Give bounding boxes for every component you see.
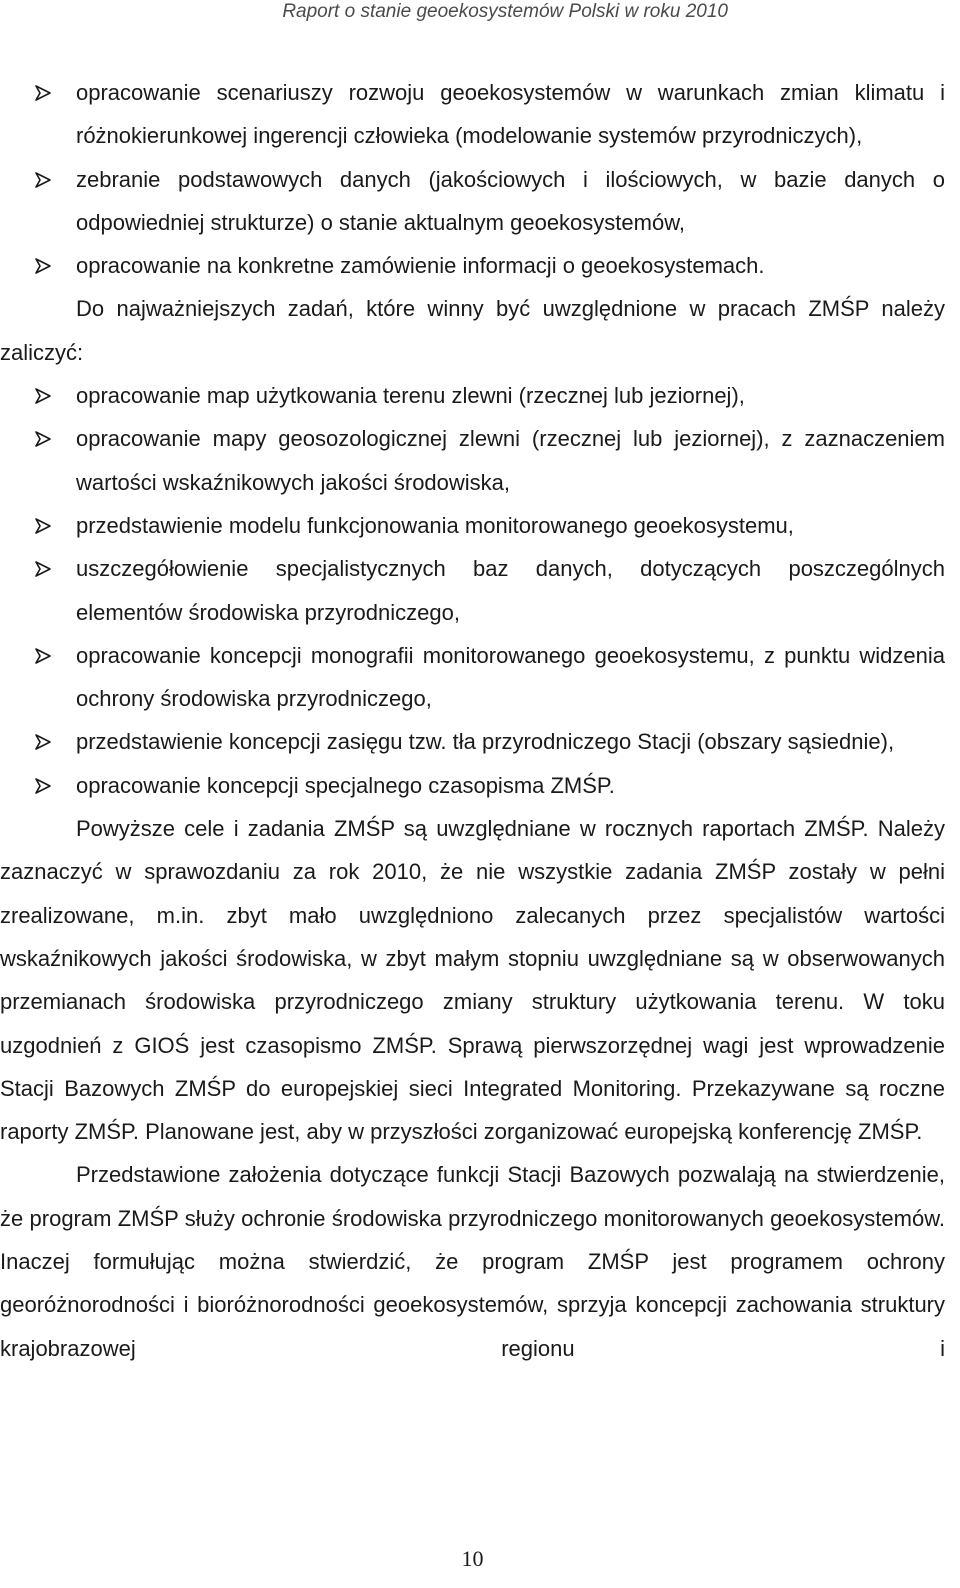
- list-item: [0, 720, 945, 763]
- list-item-text: uszczegółowienie specjalistycznych baz danych, dotyczących poszczególnych elementów środowiska przyrodniczego,: [76, 556, 945, 625]
- arrowhead-bullet-icon: [34, 244, 52, 287]
- arrowhead-bullet-icon: [34, 71, 52, 114]
- list-item: [0, 634, 945, 721]
- arrowhead-bullet-icon: [34, 764, 52, 807]
- arrowhead-bullet-icon: [34, 158, 52, 201]
- list-item-text: zebranie podstawowych danych (jakościowych i ilościowych, w bazie danych o odpowiedniej strukturze) o stanie aktualnym geoekosystemów,: [76, 166, 945, 235]
- list-item-text: przedstawienie koncepcji zasięgu tzw. tła przyrodniczego Stacji (obszary sąsiednie),: [76, 729, 895, 755]
- arrowhead-bullet-icon: [34, 720, 52, 763]
- arrowhead-bullet-icon: [34, 547, 52, 590]
- list-item: [0, 244, 945, 287]
- list-item: [0, 547, 945, 634]
- list-item: [0, 504, 945, 547]
- page-number: 10: [461, 1546, 484, 1571]
- list-item-text: przedstawienie modelu funkcjonowania monitorowanego geoekosystemu,: [76, 512, 794, 538]
- list-item-text: opracowanie koncepcji monografii monitorowanego geoekosystemu, z punktu widzenia ochrony środowiska przyrodniczego,: [76, 642, 945, 712]
- final-paragraph: Przedstawione założenia dotyczące funkcji Stacji Bazowych pozwalają na stwierdzenie, że program ZMŚP służy ochronie środowiska przyrodniczego monitorowanych geoekosystemów. Inaczej formułując można stwierdzić, że program ZMŚP jest programem ochrony georóżnorodności i bioróżnorodności geoekosystemów, sprzyja koncepcji zachowania struktury krajobrazowej regionu i: [0, 1162, 945, 1361]
- arrowhead-bullet-icon: [34, 374, 52, 417]
- document-body: [0, 71, 945, 1370]
- goals-list: [0, 71, 945, 287]
- arrowhead-bullet-icon: [34, 634, 52, 677]
- tasks-list: [0, 374, 945, 807]
- list-item-text: opracowanie mapy geosozologicznej zlewni (rzecznej lub jeziornej), z zaznaczeniem wartości wskaźnikowych jakości środowiska,: [76, 426, 945, 495]
- list-item: [0, 158, 945, 245]
- arrowhead-bullet-icon: [34, 417, 52, 460]
- running-header: Raport o stanie geoekosystemów Polski w roku 2010: [282, 1, 728, 22]
- list-item-text: opracowanie na konkretne zamówienie informacji o geoekosystemach.: [76, 253, 765, 279]
- arrowhead-bullet-icon: [34, 504, 52, 547]
- list-item-text: opracowanie koncepcji specjalnego czasopisma ZMŚP.: [76, 772, 615, 798]
- list-item-text: opracowanie scenariuszy rozwoju geoekosystemów w warunkach zmian klimatu i różnokierunkowej ingerencji człowieka (modelowanie systemów przyrodniczych),: [76, 80, 945, 149]
- summary-paragraph: Powyższe cele i zadania ZMŚP są uwzględniane w rocznych raportach ZMŚP. Należy zaznaczyć w sprawozdaniu za rok 2010, że nie wszystkie zadania ZMŚP zostały w pełni zrealizowane, m.in. zbyt mało uwzględniono zalecanych przez specjalistów wartości wskaźnikowych jakości środowiska, w zbyt małym stopniu uwzględniane są w obserwowanych przemianach środowiska przyrodniczego zmiany struktury użytkowania terenu. W toku uzgodnień z GIOŚ jest czasopismo ZMŚP. Sprawą pierwszorzędnej wagi jest wprowadzenie Stacji Bazowych ZMŚP do europejskiej sieci Integrated Monitoring. Przekazywane są roczne raporty ZMŚP. Planowane jest, aby w przyszłości zorganizować europejską konferencję ZMŚP.: [0, 816, 945, 1145]
- list-item: [0, 417, 945, 504]
- list-item: [0, 764, 945, 807]
- intro-paragraph: Do najważniejszych zadań, które winny być uwzględnione w pracach ZMŚP należy zaliczyć:: [0, 296, 945, 365]
- list-item-text: opracowanie map użytkowania terenu zlewni (rzecznej lub jeziornej),: [76, 383, 745, 409]
- list-item: [0, 374, 945, 417]
- list-item: [0, 71, 945, 158]
